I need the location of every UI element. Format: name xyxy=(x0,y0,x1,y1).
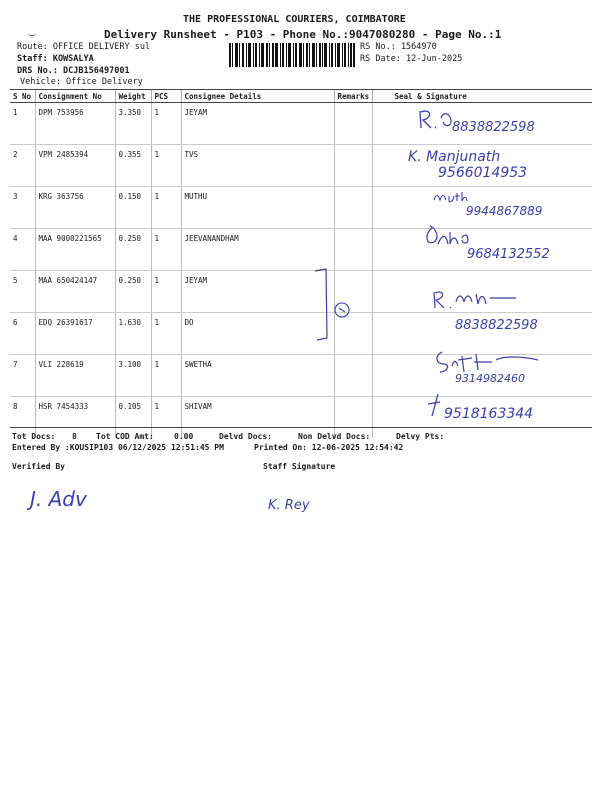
cell-sno: 2 xyxy=(10,145,35,187)
col-weight: Weight xyxy=(115,90,151,103)
cell-consignment: DPM 753956 xyxy=(35,103,115,145)
table-header-row xyxy=(10,90,592,103)
cell-remarks xyxy=(334,187,372,229)
cell-consignment: MAA 9000221565 xyxy=(35,229,115,271)
vehicle-label: Vehicle: Office Delivery xyxy=(20,77,143,87)
delvd-docs-label: Delvd Docs: xyxy=(219,432,272,441)
delvy-pts-label: Delvy Pts: xyxy=(396,432,445,441)
cell-weight: 0.150 xyxy=(115,187,151,229)
company-title: THE PROFESSIONAL COURIERS, COIMBATORE xyxy=(183,14,406,25)
col-pcs: PCS xyxy=(151,90,181,103)
non-delvd-docs-label: Non Delvd Docs: xyxy=(298,432,371,441)
staff-signature: K. Rey xyxy=(268,498,310,513)
rs-date: RS Date: 12-Jun-2025 xyxy=(360,54,463,64)
table-bottom-rule xyxy=(10,427,592,428)
cell-sno: 5 xyxy=(10,271,35,313)
cell-consignee: DO xyxy=(181,313,334,355)
cell-pcs: 1 xyxy=(151,313,181,355)
handwritten-phone-row1: 8838822598 xyxy=(452,120,535,135)
route-label: Route: OFFICE DELIVERY sul xyxy=(17,42,151,52)
cell-consignee: MUTHU xyxy=(181,187,334,229)
cell-consignee: JEEVANANDHAM xyxy=(181,229,334,271)
cell-pcs: 1 xyxy=(151,145,181,187)
handwritten-phone-row6: 8838822598 xyxy=(455,318,538,333)
cell-consignee: TVS xyxy=(181,145,334,187)
handwritten-name-row2: K. Manjunath xyxy=(408,149,501,165)
cell-weight: 0.355 xyxy=(115,145,151,187)
tot-docs-label: Tot Docs: xyxy=(12,432,56,441)
cell-consignment: VLI 228619 xyxy=(35,355,115,397)
col-signature: Seal & Signature xyxy=(372,90,592,103)
cell-sno: 3 xyxy=(10,187,35,229)
staff-signature-label: Staff Signature xyxy=(263,462,336,471)
verified-signature: J. Adv xyxy=(30,487,87,511)
printed-on: Printed On: 12-06-2025 12:54:42 xyxy=(254,443,404,452)
rs-number: RS No.: 1564970 xyxy=(360,42,437,52)
cell-consignment: HSR 7454333 xyxy=(35,397,115,439)
cell-weight: 3.100 xyxy=(115,355,151,397)
cell-pcs: 1 xyxy=(151,271,181,313)
entered-by: Entered By :KOUSIP103 06/12/2025 12:51:45 PM xyxy=(12,443,224,452)
cell-consignment: MAA 650424147 xyxy=(35,271,115,313)
cell-consignee: SHIVAM xyxy=(181,397,334,439)
cell-weight: 0.250 xyxy=(115,271,151,313)
runsheet-table xyxy=(10,89,592,438)
drs-number: DRS No.: DCJB156497001 xyxy=(17,66,130,76)
tot-cod-value: 0.00 xyxy=(174,432,194,441)
cell-remarks xyxy=(334,145,372,187)
cell-weight: 1.630 xyxy=(115,313,151,355)
col-consignee: Consignee Details xyxy=(181,90,334,103)
col-sno: S No xyxy=(10,90,35,103)
tot-cod-label: Tot COD Amt: xyxy=(96,432,154,441)
cell-pcs: 1 xyxy=(151,229,181,271)
signature-row6 xyxy=(430,288,520,310)
cell-sno: 6 xyxy=(10,313,35,355)
cell-pcs: 1 xyxy=(151,355,181,397)
cell-pcs: 1 xyxy=(151,397,181,439)
verified-by-label: Verified By xyxy=(12,462,65,471)
col-consignment: Consignment No xyxy=(35,90,115,103)
signature-row1 xyxy=(415,108,455,132)
cell-consignee: JEYAM xyxy=(181,103,334,145)
handwritten-phone-row2: 9566014953 xyxy=(438,165,528,181)
cell-remarks xyxy=(334,103,372,145)
cell-consignee: JEYAM xyxy=(181,271,334,313)
handwritten-phone-row3: 9944867889 xyxy=(466,204,543,218)
cell-weight: 0.105 xyxy=(115,397,151,439)
handwritten-phone-row8: 9518163344 xyxy=(444,406,534,422)
cell-sno: 8 xyxy=(13,402,18,411)
tot-docs-value: 8 xyxy=(72,432,77,441)
bracket-mark xyxy=(313,268,353,342)
cell-pcs: 1 xyxy=(151,187,181,229)
cell-weight: 0.250 xyxy=(115,229,151,271)
cell-consignment: EDQ 26391617 xyxy=(35,313,115,355)
cell-pcs: 1 xyxy=(151,103,181,145)
signature-row4 xyxy=(422,222,482,250)
barcode-image xyxy=(229,43,355,67)
cell-consignment: VPM 2485394 xyxy=(35,145,115,187)
cell-sno: 4 xyxy=(10,229,35,271)
staff-label: Staff: KOWSALYA xyxy=(17,54,94,64)
cell-weight: 3.350 xyxy=(115,103,151,145)
tick-mark xyxy=(28,33,36,36)
handwritten-phone-row7: 9314982460 xyxy=(455,372,525,385)
runsheet-title: Delivery Runsheet - P103 - Phone No.:9047080280 - Page No.:1 xyxy=(104,28,502,41)
cell-sno: 7 xyxy=(10,355,35,397)
cell-remarks xyxy=(334,355,372,397)
cell-consignee: SWETHA xyxy=(181,355,334,397)
signature-row8 xyxy=(424,392,444,418)
signature-row3 xyxy=(432,190,468,204)
cell-sno: 1 xyxy=(10,103,35,145)
cell-remarks xyxy=(334,229,372,271)
cell-consignment: KRG 363756 xyxy=(35,187,115,229)
handwritten-phone-row4: 9684132552 xyxy=(467,247,550,262)
col-remarks: Remarks xyxy=(334,90,372,103)
